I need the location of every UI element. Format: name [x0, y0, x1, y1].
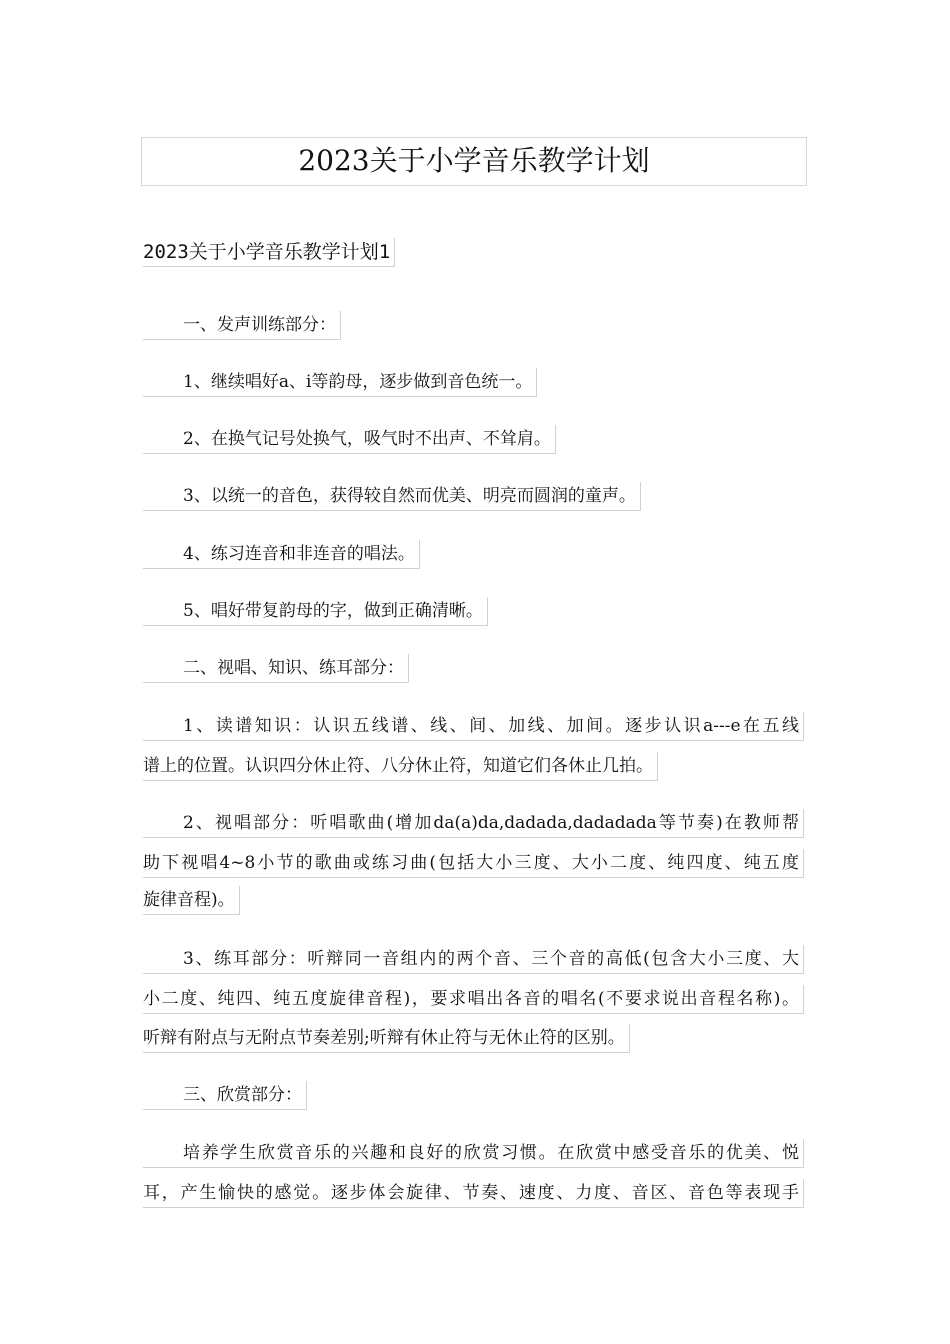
paragraph-line: 谱上的位置。认识四分休止符、八分休止符，知道它们各休止几拍。: [143, 752, 658, 781]
paragraph-line: 旋律音程)。: [143, 886, 240, 915]
paragraph-line: 听辩有附点与无附点节奏差别;听辩有休止符与无休止符的区别。: [143, 1024, 630, 1053]
document-title: 2023关于小学音乐教学计划: [298, 144, 650, 177]
section-heading: 2023关于小学音乐教学计划1: [143, 238, 395, 267]
title-box: [141, 137, 807, 186]
paragraph-line: 5、唱好带复韵母的字，做到正确清晰。: [143, 597, 488, 626]
section-heading-sightsinging: 二、视唱、知识、练耳部分：: [143, 654, 409, 683]
paragraph-line: 2、视唱部分：听唱歌曲(增加da(a)da,dadada,dadadada等节奏)在教师帮: [143, 809, 804, 838]
section-heading-appreciation: 三、欣赏部分：: [143, 1081, 307, 1110]
paragraph-line: 耳，产生愉快的感觉。逐步体会旋律、节奏、速度、力度、音区、音色等表现手: [143, 1179, 804, 1208]
paragraph-line: 3、以统一的音色，获得较自然而优美、明亮而圆润的童声。: [143, 482, 641, 511]
paragraph-line: 3、练耳部分：听辩同一音组内的两个音、三个音的高低(包含大小三度、大: [143, 945, 804, 974]
paragraph-line: 2、在换气记号处换气，吸气时不出声、不耸肩。: [143, 425, 556, 454]
paragraph-line: 1、读谱知识：认识五线谱、线、间、加线、加间。逐步认识a---e在五线: [143, 712, 804, 741]
paragraph-line: 4、练习连音和非连音的唱法。: [143, 540, 420, 569]
paragraph-line: 助下视唱4~8小节的歌曲或练习曲(包括大小三度、大小二度、纯四度、纯五度: [143, 849, 804, 878]
paragraph-line: 1、继续唱好a、i等韵母，逐步做到音色统一。: [143, 368, 537, 397]
section-heading-vocal: 一、发声训练部分：: [143, 311, 341, 340]
paragraph-line: 小二度、纯四、纯五度旋律音程)，要求唱出各音的唱名(不要求说出音程名称)。: [143, 985, 804, 1014]
paragraph-line: 培养学生欣赏音乐的兴趣和良好的欣赏习惯。在欣赏中感受音乐的优美、悦: [143, 1139, 804, 1168]
